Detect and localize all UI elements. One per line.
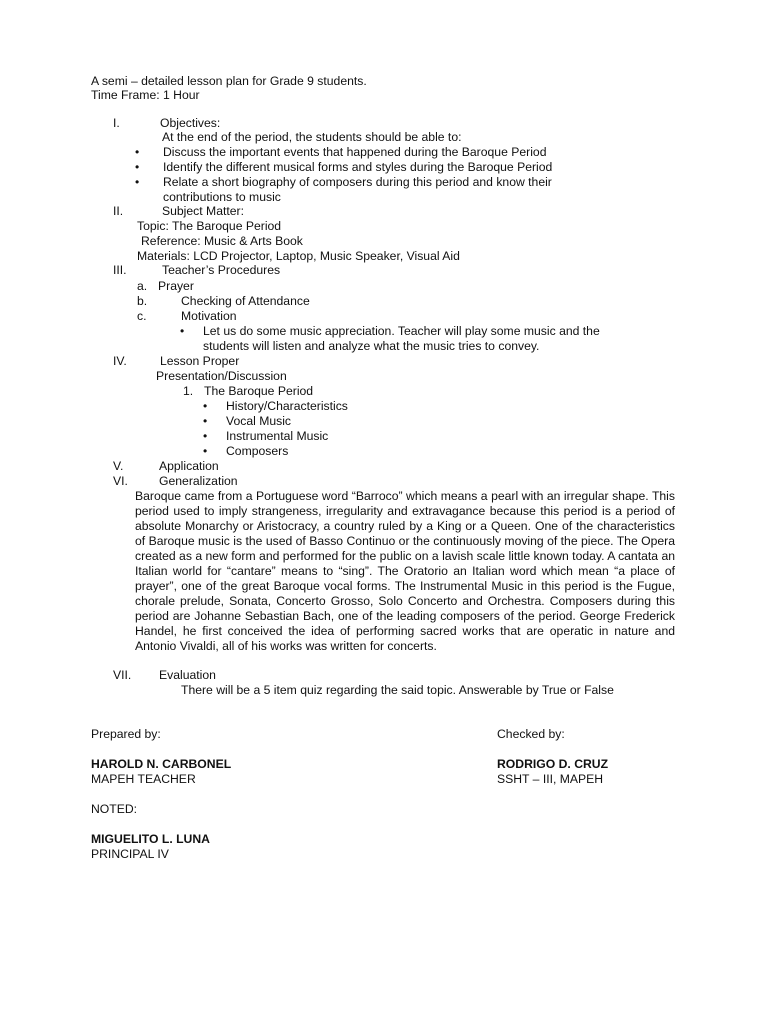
section-numeral: VI. xyxy=(113,474,128,488)
noted-title: PRINCIPAL IV xyxy=(91,847,169,861)
procedure-attendance: Checking of Attendance xyxy=(181,294,310,308)
evaluation-heading: Evaluation xyxy=(159,668,216,682)
generalization-paragraph: Baroque came from a Portuguese word “Barroco” which means a pearl with an irregular shape. This period used to imply strangeness, irregularity and extravagance because this period is a period of absolute Monarchy or Aristocracy, a country ruled by a King or a Queen. One of the characteristics of Baroque music is the used of Basso Continuo or the continuously moving of the piece. The Opera created as a new form and performed for the public on a lavish scale little known today. A cantata an Italian world for “cantare” means to “sing”. The Oratorio an Italian word which mean “a place of prayer”, one of the great Baroque vocal forms. The Instrumental Music in this period is the Fugue, chorale prelude, Sonata, Concerto Grosso, Solo Concerto and Orchestra. Composers during this period are Johanne Sebastian Bach, one of the leading composers of the period. George Frederick Handel, he first conceived the idea of performing sacred works that are operatic in nature and Antonio Vivaldi, all of his works was written for concerts. xyxy=(135,489,675,653)
checked-by-title: SSHT – III, MAPEH xyxy=(497,772,604,786)
section-numeral: IV. xyxy=(113,354,127,368)
application-heading: Application xyxy=(159,459,219,473)
motivation-text-continued: students will listen and analyze what the music tries to convey. xyxy=(203,339,540,353)
objective-item-continued: contributions to music xyxy=(163,190,281,204)
bullet-icon: • xyxy=(203,429,208,443)
objective-item: Identify the different musical forms and styles during the Baroque Period xyxy=(163,160,553,174)
prepared-by-name: HAROLD N. CARBONEL xyxy=(91,757,232,771)
lesson-proper-heading: Lesson Proper xyxy=(160,354,240,368)
procedure-label: c. xyxy=(137,309,147,323)
bullet-icon: • xyxy=(135,160,140,174)
lesson-subitem: History/Characteristics xyxy=(226,399,348,413)
bullet-icon: • xyxy=(203,399,208,413)
lesson-subitem: Composers xyxy=(226,444,289,458)
objectives-intro: At the end of the period, the students should be able to: xyxy=(162,130,462,144)
section-numeral: I. xyxy=(113,116,120,130)
procedure-label: a. xyxy=(137,279,148,293)
noted-label: NOTED: xyxy=(91,802,138,816)
procedure-label: b. xyxy=(137,294,148,308)
section-numeral: VII. xyxy=(113,668,132,682)
subject-reference: Reference: Music & Arts Book xyxy=(141,234,303,248)
bullet-icon: • xyxy=(135,175,140,189)
section-numeral: II. xyxy=(113,204,124,218)
lesson-subitem: Instrumental Music xyxy=(226,429,329,443)
document-title: A semi – detailed lesson plan for Grade 9 students. xyxy=(91,74,367,88)
bullet-icon: • xyxy=(135,145,140,159)
checked-by-name: RODRIGO D. CRUZ xyxy=(497,757,609,771)
objective-item: Relate a short biography of composers during this period and know their xyxy=(163,175,552,189)
lesson-subitem: Vocal Music xyxy=(226,414,292,428)
objective-item: Discuss the important events that happened during the Baroque Period xyxy=(163,145,547,159)
procedure-motivation: Motivation xyxy=(181,309,237,323)
evaluation-text: There will be a 5 item quiz regarding the said topic. Answerable by True or False xyxy=(181,683,614,697)
subject-topic: Topic: The Baroque Period xyxy=(137,219,282,233)
section-numeral: III. xyxy=(113,263,127,277)
procedures-heading: Teacher’s Procedures xyxy=(162,263,281,277)
procedure-prayer: Prayer xyxy=(158,279,194,293)
section-numeral: V. xyxy=(113,459,124,473)
generalization-heading: Generalization xyxy=(159,474,238,488)
motivation-text: Let us do some music appreciation. Teacher will play some music and the xyxy=(203,324,600,338)
lesson-item-label: 1. xyxy=(183,384,194,398)
time-frame: Time Frame: 1 Hour xyxy=(91,88,200,102)
subject-matter-heading: Subject Matter: xyxy=(162,204,244,218)
bullet-icon: • xyxy=(180,324,185,338)
bullet-icon: • xyxy=(203,444,208,458)
prepared-by-label: Prepared by: xyxy=(91,727,161,741)
presentation-discussion: Presentation/Discussion xyxy=(156,369,287,383)
bullet-icon: • xyxy=(203,414,208,428)
noted-name: MIGUELITO L. LUNA xyxy=(91,832,210,846)
objectives-heading: Objectives: xyxy=(160,116,221,130)
checked-by-label: Checked by: xyxy=(497,727,565,741)
prepared-by-title: MAPEH TEACHER xyxy=(91,772,196,786)
subject-materials: Materials: LCD Projector, Laptop, Music Speaker, Visual Aid xyxy=(137,249,460,263)
lesson-item-baroque: The Baroque Period xyxy=(204,384,314,398)
